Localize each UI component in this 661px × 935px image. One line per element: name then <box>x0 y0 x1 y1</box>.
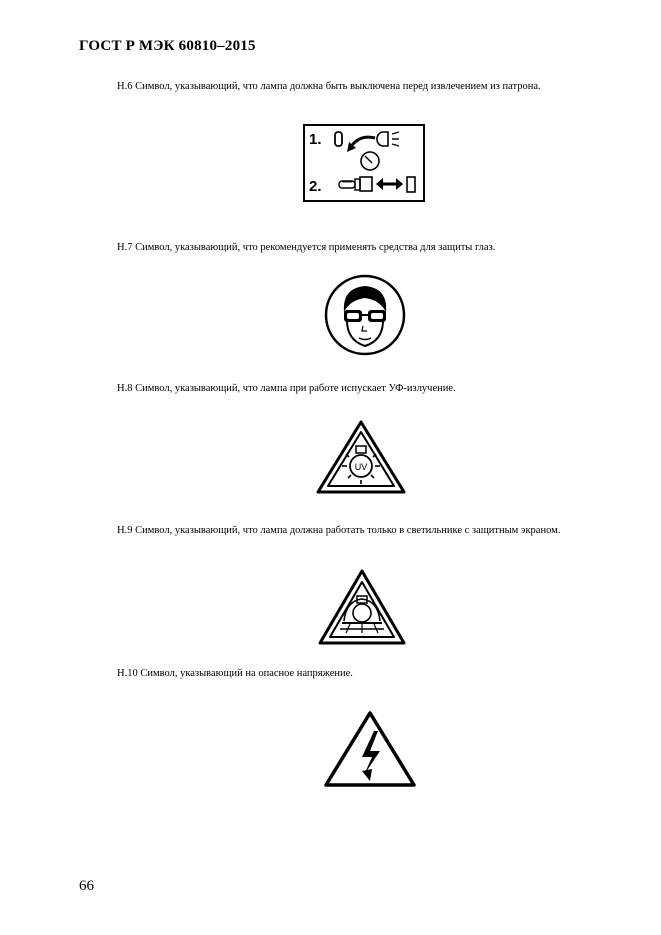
document-header: ГОСТ Р МЭК 60810–2015 <box>79 38 256 54</box>
svg-text:1.: 1. <box>309 131 322 148</box>
uv-radiation-warning-symbol <box>314 418 408 496</box>
section-h6-text: Н.6 Символ, указывающий, что лампа должна быть выключена перед извлечением из патрона. <box>117 81 541 92</box>
svg-text:UV: UV <box>354 462 368 472</box>
section-h7-text: Н.7 Символ, указывающий, что рекомендуется применять средства для защиты глаз. <box>117 242 496 253</box>
section-h8-text: Н.8 Символ, указывающий, что лампа при работе испускает УФ-излучение. <box>117 383 456 394</box>
high-voltage-warning-symbol <box>322 709 418 789</box>
svg-text:2.: 2. <box>309 178 322 195</box>
protective-shield-luminaire-symbol <box>316 567 408 647</box>
eye-protection-symbol <box>324 274 406 356</box>
section-h9-text: Н.9 Символ, указывающий, что лампа должна работать только в светильнике с защитным экраном. <box>117 525 561 536</box>
lamp-switch-off-symbol <box>303 124 425 202</box>
section-h10-text: Н.10 Символ, указывающий на опасное напряжение. <box>117 668 353 679</box>
page-number: 66 <box>79 878 94 894</box>
